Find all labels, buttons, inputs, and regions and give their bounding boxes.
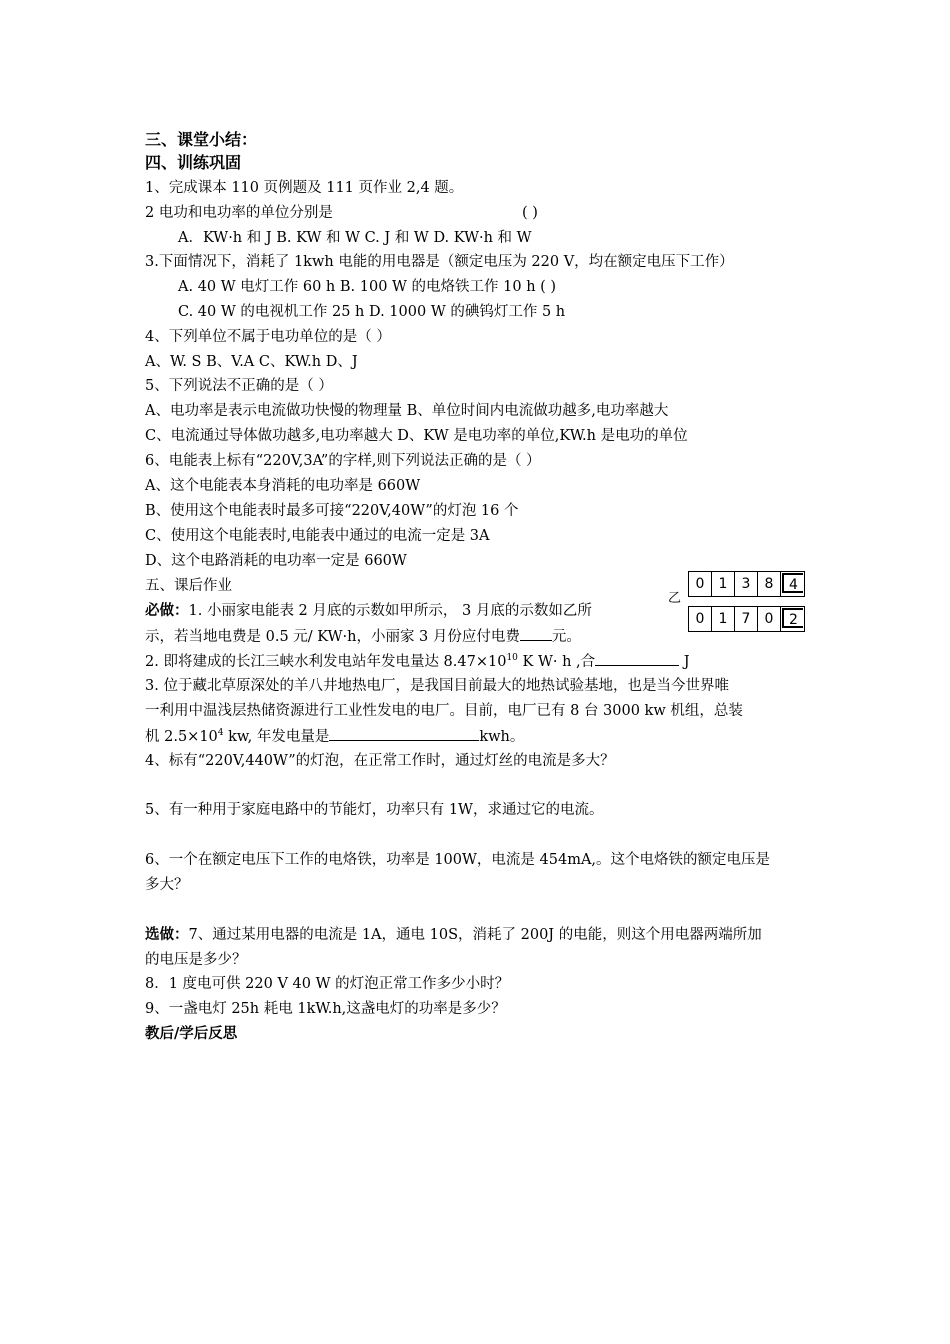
practice-q6: 6、电能表上标有“220V,3A”的字样,则下列说法正确的是（ ） [145,453,541,469]
homework-3-line-3 [145,726,524,747]
homework-1-line-2 [145,626,581,647]
homework-3-line-2: 一利用中温浅层热储资源进行工业性发电的电厂。目前，电厂已有 8 台 3000 kw 机组，总装 [145,703,743,719]
homework-6-line-1: 6、一个在额定电压下工作的电烙铁，功率是 100W，电流是 454mA,。这个电烙铁的额定电压是 [145,852,771,868]
meter-reading-2 [688,606,805,632]
meter-label-yi: 乙 [668,591,682,606]
required-label: 必做： [145,602,189,619]
section-homework: 五、课后作业 [145,578,232,594]
homework-6-line-2: 多大？ [145,877,189,893]
homework-1-text-b: 示，若当地电费是 0.5 元/ KW·h，小丽家 3 月份应付电费 [145,629,520,645]
practice-q2-text: 2 电功和电功率的单位分别是 [145,205,333,221]
optional-label: 选做： [145,926,189,943]
meter-digit: 3 [735,572,758,596]
homework-2 [145,651,690,672]
meter-digit: 0 [758,607,781,631]
practice-q6-c: C、使用这个电能表时,电能表中通过的电流一定是 3A [145,528,490,544]
homework-2-text-end: J [679,654,690,670]
meter-digit: 0 [689,607,712,631]
meter-digit: 1 [712,607,735,631]
homework-9: 9、一盏电灯 25h 耗电 1kW.h,这盏电灯的功率是多少？ [145,1001,506,1017]
homework-5: 5、有一种用于家庭电路中的节能灯，功率只有 1W，求通过它的电流。 [145,802,604,818]
homework-3-text-end: kwh。 [479,729,525,745]
meter-digit: 8 [758,572,781,596]
meter-digit: 0 [689,572,712,596]
answer-blank[interactable] [329,726,479,741]
meter-digit: 7 [735,607,758,631]
homework-2-exponent: 10 [506,653,518,664]
practice-q3-options-2: C. 40 W 的电视机工作 25 h D. 1000 W 的碘钨灯工作 5 h [178,304,566,320]
practice-q5-ab: A、电功率是表示电流做功快慢的物理量 B、单位时间内电流做功越多,电功率越大 [145,403,669,419]
practice-q2 [145,203,538,223]
practice-q6-b: B、使用这个电能表时最多可接“220V,40W”的灯泡 16 个 [145,503,519,519]
practice-q4-options: A、W. S B、V.A C、KW.h D、J [145,354,358,370]
section-summary: 三、课堂小结： [145,130,258,149]
homework-3-text-c2: kw, 年发电量是 [223,729,330,745]
practice-q2-options: A．KW·h 和 J B. KW 和 W C. J 和 W D. KW·h 和 W [178,230,532,246]
homework-1-text-end: 元。 [551,629,581,645]
section-practice: 四、训练巩固 [145,153,242,172]
meter-reading-1 [688,571,805,597]
practice-q3-options-1: A. 40 W 电灯工作 60 h B. 100 W 的电烙铁工作 10 h ( ) [178,279,557,295]
homework-3-exponent: 4 [217,728,224,739]
homework-3-text-c1: 机 2.5×10 [145,729,218,745]
homework-7-line-1 [145,925,762,945]
homework-4: 4、标有“220V,440W”的灯泡，在正常工作时，通过灯丝的电流是多大？ [145,753,615,769]
practice-q6-d: D、这个电路消耗的电功率一定是 660W [145,553,407,569]
reflection-heading: 教后/学后反思 [145,1025,238,1042]
practice-q2-paren: ( ) [522,205,538,221]
homework-2-text-a: 2. 即将建成的长江三峡水利发电站年发电量达 8.47×10 [145,654,507,670]
homework-7-text-a: 7、通过某用电器的电流是 1A，通电 10S，消耗了 200J 的电能，则这个用电器两端所加 [188,927,762,943]
answer-blank[interactable] [520,626,552,641]
practice-q3: 3.下面情况下，消耗了 1kwh 电能的用电器是（额定电压为 220 V，均在额定电压下工作） [145,254,734,270]
homework-3-line-1: 3. 位于藏北草原深处的羊八井地热电厂，是我国目前最大的地热试验基地，也是当今世界唯 [145,678,729,694]
homework-2-text-b: K W· h ,合 [517,654,596,670]
practice-q1: 1、完成课本 110 页例题及 111 页作业 2,4 题。 [145,180,464,196]
practice-q6-a: A、这个电能表本身消耗的电功率是 660W [145,478,421,494]
meter-digit-decimal: 4 [782,573,803,593]
practice-q5-cd: C、电流通过导体做功越多,电功率越大 D、KW 是电功率的单位,KW.h 是电功的单位 [145,428,688,444]
homework-1-line-1 [145,601,592,621]
homework-7-line-2: 的电压是多少？ [145,952,247,968]
practice-q4: 4、下列单位不属于电功单位的是（ ） [145,329,391,345]
practice-q5: 5、下列说法不正确的是（ ） [145,378,333,394]
homework-1-text-a: 1. 小丽家电能表 2 月底的示数如甲所示， 3 月底的示数如乙所 [188,603,592,619]
homework-8: 8．1 度电可供 220 V 40 W 的灯泡正常工作多少小时？ [145,976,510,992]
meter-digit-decimal: 2 [782,608,803,628]
meter-digit: 1 [712,572,735,596]
answer-blank[interactable] [595,651,679,666]
